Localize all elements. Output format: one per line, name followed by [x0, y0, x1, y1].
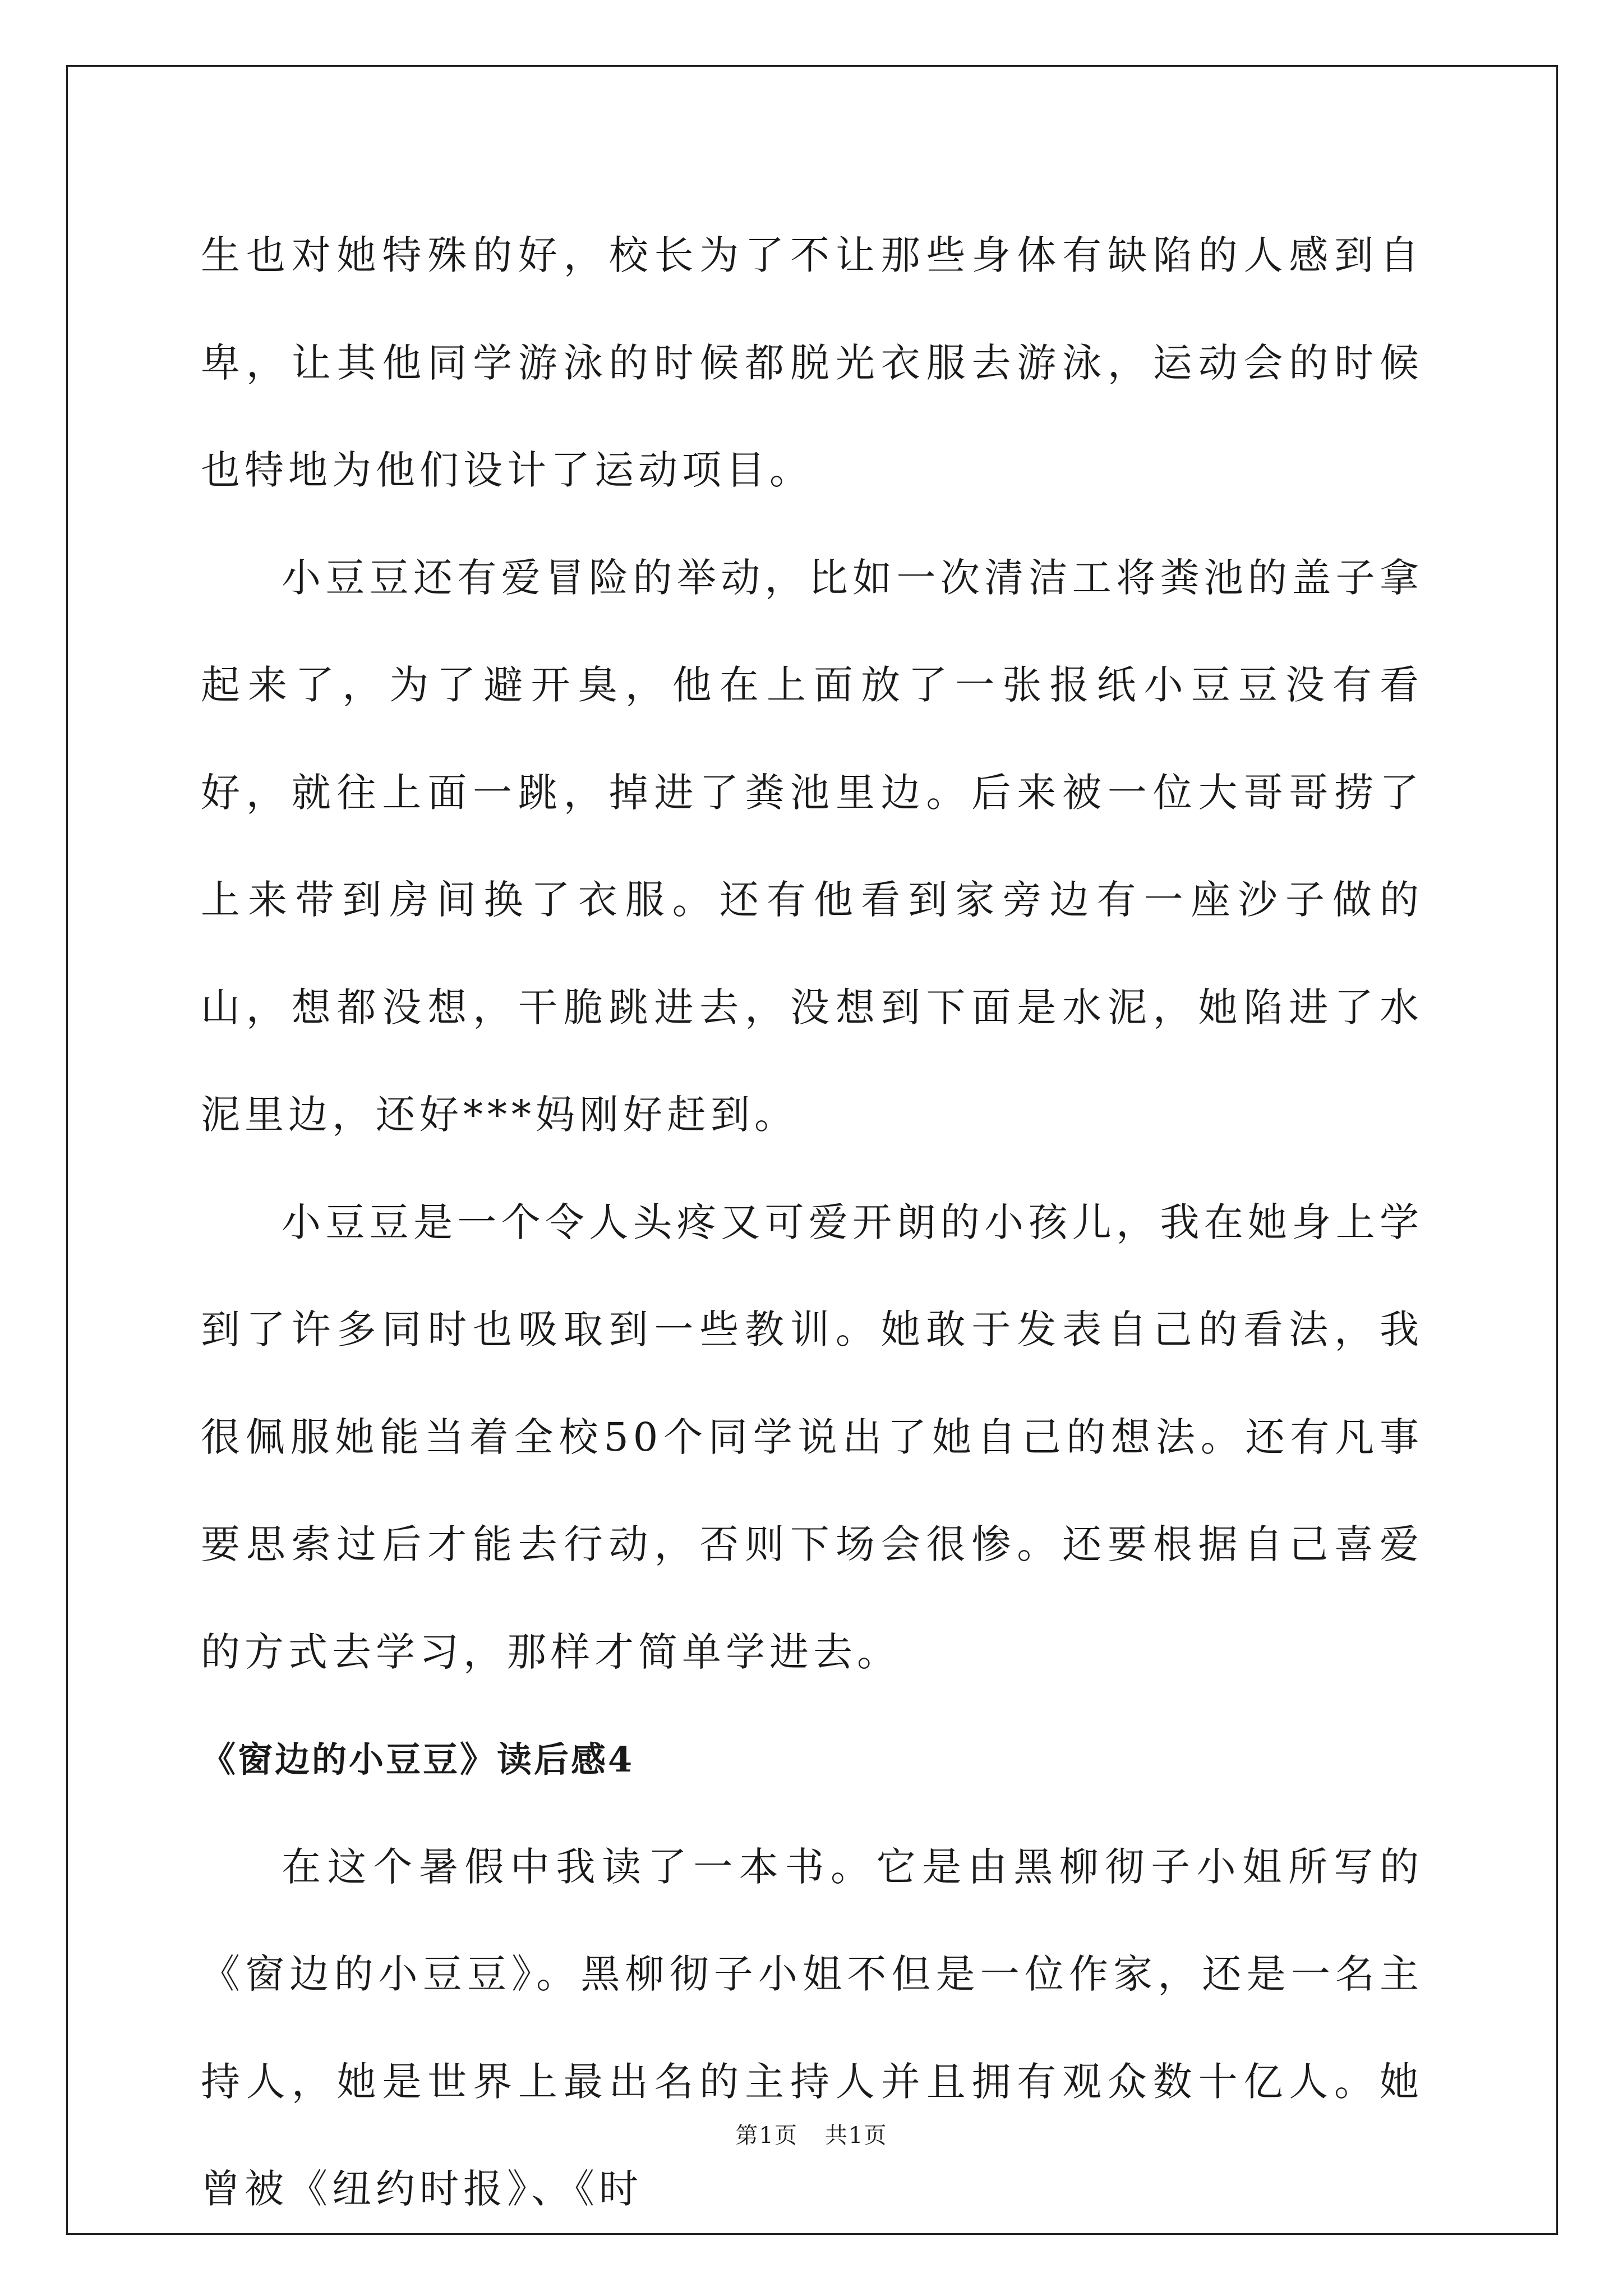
- page-footer: [0, 2118, 1623, 2150]
- document-body: [201, 202, 1423, 2243]
- paragraph-4: 在这个暑假中我读了一本书。它是由黑柳彻子小姐所写的《窗边的小豆豆》。黑柳彻子小姐不但是一位作家，还是一名主持人，她是世界上最出名的主持人并且拥有观众数十亿人。她曾被《纽约时报》、《时: [201, 1843, 1423, 2212]
- paragraph-3: 小豆豆是一个令人头疼又可爱开朗的小孩儿，我在她身上学到了许多同时也吸取到一些教训。她敢于发表自己的看法，我很佩服她能当着全校50个同学说出了她自己的想法。还有凡事要思索过后才能去行动，否则下场会很惨。还要根据自己喜爱的方式去学习，那样才简单学进去。: [201, 1199, 1423, 1675]
- paragraph-1: 生也对她特殊的好，校长为了不让那些身体有缺陷的人感到自卑，让其他同学游泳的时候都脱光衣服去游泳，运动会的时候也特地为他们设计了运动项目。: [201, 232, 1423, 493]
- paragraph-2: 小豆豆还有爱冒险的举动，比如一次清洁工将粪池的盖子拿起来了，为了避开臭，他在上面放了一张报纸小豆豆没有看好，就往上面一跳，掉进了粪池里边。后来被一位大哥哥捞了上来带到房间换了衣服。还有他看到家旁边有一座沙子做的山，想都没想，干脆跳进去，没想到下面是水泥，她陷进了水泥里边，还好***妈刚好赶到。: [201, 554, 1423, 1138]
- page-number: 第1页: [735, 2123, 798, 2148]
- page-total: 共1页: [825, 2123, 888, 2148]
- section-heading: 《窗边的小豆豆》读后感4: [201, 1739, 635, 1780]
